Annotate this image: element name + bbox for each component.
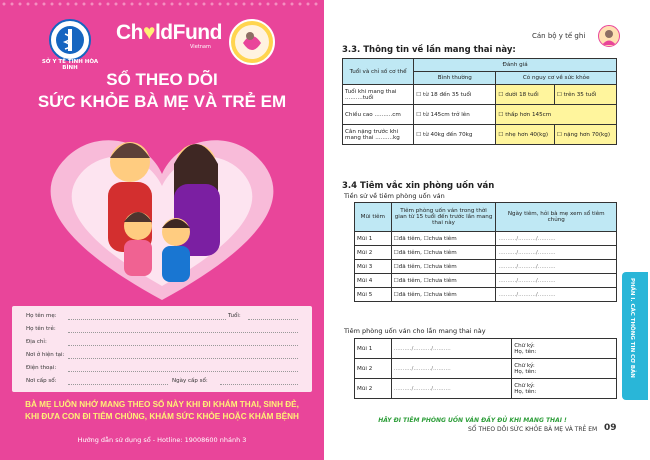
cover-slogan-line2: KHI ĐƯA CON ĐI TIÊM CHỦNG, KHÁM SỨC KHỎE HOẶC KHÁM BỆNH: [25, 412, 299, 421]
t1-risk-checkbox[interactable]: ☐ dưới 18 tuổi: [496, 85, 554, 105]
cover-dot: [107, 3, 110, 6]
t1-normal-checkbox[interactable]: ☐ từ 18 đến 35 tuổi: [414, 85, 496, 105]
t2-date-field[interactable]: ........../........../..........: [496, 246, 617, 260]
t2-status-checkbox[interactable]: ☐đã tiêm, ☐chưa tiêm: [391, 274, 496, 288]
t3-signature-label: Chữ ký:: [514, 362, 535, 369]
family-illustration: [26, 118, 298, 304]
cover-dot-pattern: [0, 0, 324, 8]
t1-header-indicator: Tuổi và chỉ số cơ thể: [343, 59, 414, 85]
t3-dose-label: Mũi 2: [355, 359, 392, 379]
tetanus-history-subtitle: Tiền sử về tiêm phòng uốn ván: [344, 192, 445, 200]
cover-dot: [251, 3, 254, 6]
heart-icon: ♥: [143, 21, 155, 44]
cover-dot: [27, 3, 30, 6]
cover-title-line1: SỔ THEO DÕI: [106, 70, 218, 89]
table-row: [355, 288, 617, 302]
t1-header-risk: Có nguy cơ về sức khỏe: [496, 72, 617, 85]
cover-dot: [211, 3, 214, 6]
cover-dot: [67, 3, 70, 6]
childfund-logo-part2: ldFund: [154, 21, 222, 44]
t3-signature-cell[interactable]: [512, 339, 617, 359]
table-row: [355, 274, 617, 288]
t2-header-date: Ngày tiêm, hỏi bà mẹ xem sổ tiêm chủng: [496, 203, 617, 232]
form-label-address: Địa chỉ:: [26, 339, 47, 345]
t3-dose-label: Mũi 2: [355, 379, 392, 399]
form-label-mother-name: Họ tên mẹ:: [26, 313, 57, 319]
t1-normal-checkbox[interactable]: ☐ từ 40kg đến 70kg: [414, 125, 496, 145]
table-row: [355, 359, 617, 379]
cover-dot: [307, 3, 310, 6]
cover-dot: [315, 3, 318, 6]
form-label-child-name: Họ tên trẻ:: [26, 326, 56, 332]
cover-dot: [235, 3, 238, 6]
tetanus-current-subtitle: Tiêm phòng uốn ván cho lần mang thai này: [344, 327, 486, 335]
t2-dose-label: Mũi 4: [355, 274, 392, 288]
cover-dot: [291, 3, 294, 6]
cover-dot: [35, 3, 38, 6]
table-row: [355, 246, 617, 260]
t2-status-checkbox[interactable]: ☐đã tiêm, ☐chưa tiêm: [391, 288, 496, 302]
tetanus-history-table: [354, 202, 617, 302]
table-row: [355, 339, 617, 359]
cover-dot: [179, 3, 182, 6]
pregnancy-info-table: [342, 58, 617, 145]
table-row: [343, 125, 617, 145]
page-footer-title: SỔ THEO DÕI SỨC KHỎE BÀ MẸ VÀ TRẺ EM: [468, 426, 598, 433]
form-label-age: Tuổi:: [228, 313, 241, 319]
hotline-text: Hướng dẫn sử dụng sổ - Hotline: 19008600 nhánh 3: [77, 436, 247, 444]
t3-dose-label: Mũi 1: [355, 339, 392, 359]
t1-row-label: [343, 105, 414, 125]
t1-risk-checkbox[interactable]: ☐ nhẹ hơn 40(kg): [496, 125, 554, 145]
page-number: 09: [604, 423, 617, 433]
health-worker-avatar: [598, 25, 620, 47]
form-label-phone: Điện thoại:: [26, 365, 57, 371]
t1-normal-checkbox[interactable]: ☐ từ 145cm trở lên: [414, 105, 496, 125]
t2-dose-label: Mũi 2: [355, 246, 392, 260]
cover-dot: [99, 3, 102, 6]
t2-date-field[interactable]: ........../........../..........: [496, 232, 617, 246]
cover-dot: [299, 3, 302, 6]
childfund-subtext: Vietnam: [190, 44, 211, 50]
health-department-logo: [48, 18, 92, 62]
table-row: [343, 85, 617, 105]
cover-dot: [203, 3, 206, 6]
t1-row-label-text: Chiều cao: [345, 111, 373, 118]
cover-title-line2: SỨC KHỎE BÀ MẸ VÀ TRẺ EM: [37, 92, 287, 111]
cover-dot: [155, 3, 158, 6]
child-name-field[interactable]: [68, 332, 298, 333]
booklet-cover: [0, 0, 324, 460]
table-row: [355, 260, 617, 274]
t3-date-field[interactable]: ........../........../..........: [391, 359, 512, 379]
owner-info-form: [12, 306, 312, 392]
t2-status-checkbox[interactable]: ☐đã tiêm, ☐chưa tiêm: [391, 260, 496, 274]
t1-row-label: [343, 125, 414, 145]
address-field[interactable]: [68, 345, 298, 346]
t1-risk-checkbox[interactable]: ☐ trên 35 tuổi: [554, 85, 616, 105]
cover-dot: [163, 3, 166, 6]
cover-dot: [43, 3, 46, 6]
t1-row-label: [343, 85, 414, 105]
form-label-issue-place: Nơi cấp sổ:: [26, 378, 57, 384]
t1-header-normal: Bình thường: [414, 72, 496, 85]
t2-date-field[interactable]: ........../........../..........: [496, 274, 617, 288]
t3-signature-label: Chữ ký:: [514, 382, 535, 389]
section-3-3-title: 3.3. Thông tin về lần mang thai này:: [342, 45, 516, 55]
cover-dot: [267, 3, 270, 6]
childfund-logo-part1: Ch: [116, 21, 143, 44]
cover-dot: [195, 3, 198, 6]
cover-dot: [139, 3, 142, 6]
t2-dose-label: Mũi 3: [355, 260, 392, 274]
cover-dot: [83, 3, 86, 6]
t3-signature-cell[interactable]: [512, 359, 617, 379]
t3-signature-cell[interactable]: [512, 379, 617, 399]
mother-child-badge: [229, 19, 275, 65]
cover-dot: [123, 3, 126, 6]
t2-date-field[interactable]: ........../........../..........: [496, 288, 617, 302]
cover-dot: [283, 3, 286, 6]
form-label-issue-date: Ngày cấp sổ:: [172, 378, 208, 384]
t3-name-label: Họ, tên:: [514, 368, 537, 375]
mother-name-field[interactable]: [68, 319, 226, 320]
section-side-tab: [622, 272, 648, 400]
cover-dot: [187, 3, 190, 6]
t2-date-field[interactable]: ........../........../..........: [496, 260, 617, 274]
table-row: [355, 232, 617, 246]
cover-dot: [259, 3, 262, 6]
cover-dot: [243, 3, 246, 6]
age-field[interactable]: [248, 319, 298, 320]
cover-dot: [75, 3, 78, 6]
cover-dot: [59, 3, 62, 6]
t3-signature-label: Chữ ký:: [514, 342, 535, 349]
cover-dot: [227, 3, 230, 6]
t1-row-label-text: Cân nặng trước khi mang thai: [345, 128, 399, 141]
t1-row-unit[interactable]: ..........kg: [375, 134, 400, 141]
section-3-4-title: 3.4 Tiêm vắc xin phòng uốn ván: [342, 181, 495, 191]
t1-row-label-text: Tuổi khi mang thai: [345, 88, 397, 95]
t3-date-field[interactable]: ........../........../..........: [391, 339, 512, 359]
phone-field[interactable]: [68, 371, 298, 372]
t3-date-field[interactable]: ........../........../..........: [391, 379, 512, 399]
t3-name-label: Họ, tên:: [514, 388, 537, 395]
cover-dot: [51, 3, 54, 6]
footer-reminder: HÃY ĐI TIÊM PHÒNG UỐN VÁN ĐẦY ĐỦ KHI MANG THAI !: [378, 417, 567, 424]
cover-slogan-line1: BÀ MẸ LUÔN NHỚ MANG THEO SỔ NÀY KHI ĐI KHÁM THAI, SINH ĐẺ,: [25, 400, 299, 409]
t2-status-checkbox[interactable]: ☐đã tiêm, ☐chưa tiêm: [391, 246, 496, 260]
form-label-residence: Nơi ở hiện tại:: [26, 352, 65, 358]
section-side-tab-label: PHẦN I. CÁC THÔNG TIN CƠ BẢN: [629, 278, 635, 378]
cover-dot: [171, 3, 174, 6]
cover-dot: [131, 3, 134, 6]
residence-field[interactable]: [68, 358, 298, 359]
cover-dot: [115, 3, 118, 6]
issue-date-field[interactable]: [220, 384, 298, 385]
cover-dot: [3, 3, 6, 6]
t2-header-dose: Mũi tiêm: [355, 203, 392, 232]
cover-dot: [219, 3, 222, 6]
t1-risk-checkbox[interactable]: ☐ nặng hơn 70(kg): [554, 125, 616, 145]
cover-dot: [275, 3, 278, 6]
t1-header-assessment: Đánh giá: [414, 59, 617, 72]
t1-risk-checkbox[interactable]: ☐ thấp hơn 145cm: [496, 105, 617, 125]
childfund-logo: [116, 21, 222, 45]
cover-dot: [11, 3, 14, 6]
health-department-name: SỞ Y TẾ TỈNH HÒA BÌNH: [41, 59, 99, 71]
t2-status-checkbox[interactable]: ☐đã tiêm, ☐chưa tiêm: [391, 232, 496, 246]
health-worker-label: Cán bộ y tế ghi: [532, 32, 586, 40]
t2-dose-label: Mũi 5: [355, 288, 392, 302]
table-row: [343, 105, 617, 125]
tetanus-current-table: [354, 338, 617, 399]
t2-header-history: Tiêm phòng uốn ván trong thời gian từ 15 tuổi đến trước lần mang thai này: [391, 203, 496, 232]
cover-dot: [147, 3, 150, 6]
issue-place-field[interactable]: [68, 384, 168, 385]
t1-row-unit[interactable]: ..........tuổi: [345, 94, 374, 101]
cover-dot: [19, 3, 22, 6]
t3-name-label: Họ, tên:: [514, 348, 537, 355]
cover-dot: [91, 3, 94, 6]
table-row: [355, 379, 617, 399]
t2-dose-label: Mũi 1: [355, 232, 392, 246]
t1-row-unit[interactable]: ..........cm: [374, 111, 401, 118]
